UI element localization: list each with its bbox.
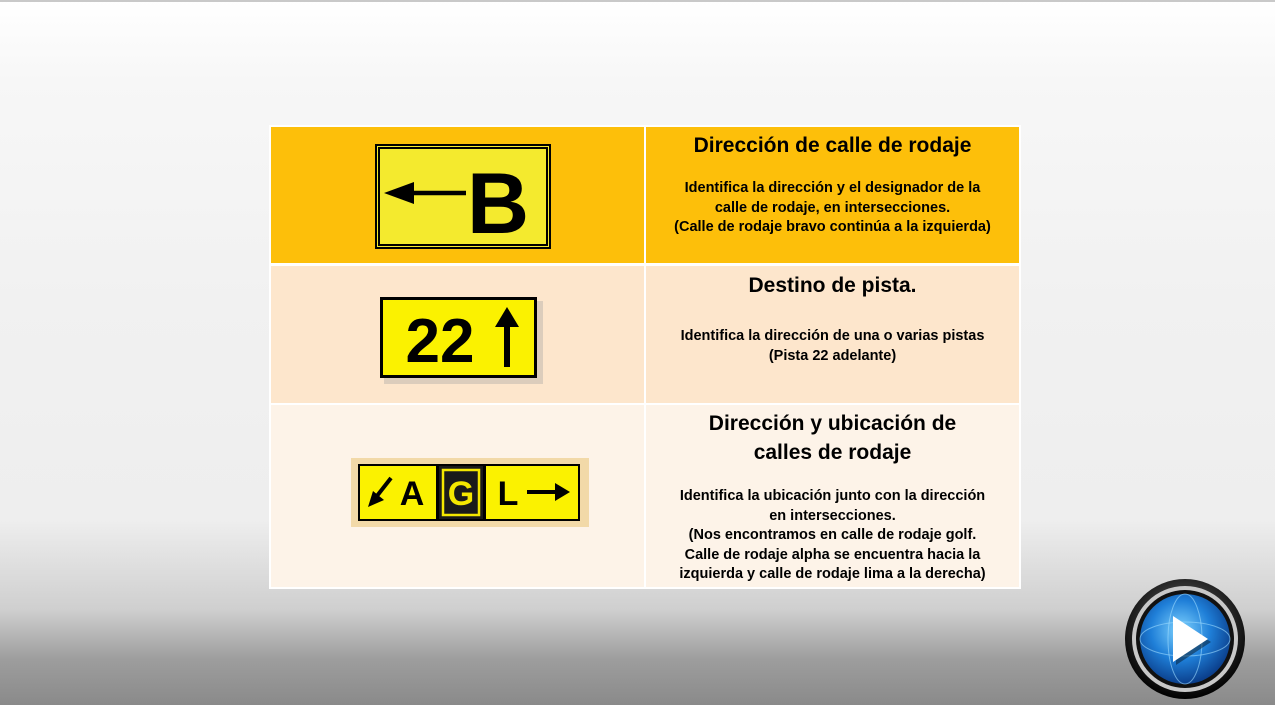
row-description: Identifica la ubicación junto con la dirección en intersecciones. (Nos encontramos en calle de rodaje golf. Calle de rodaje alpha se encuentra hacia la izquierda y calle de rodaje lima a la derecha) [679, 488, 986, 582]
sign-letter: B [466, 156, 530, 250]
sign-number: 22 [405, 307, 475, 376]
signs-table [269, 125, 1021, 589]
sign-cell [271, 127, 644, 263]
taxiway-location-direction-sign [351, 458, 589, 527]
row-description: Identifica la dirección y el designador de la calle de rodaje, en intersecciones. (Calle de rodaje bravo continúa a la izquierda) [674, 180, 991, 235]
taxiway-direction-sign [374, 143, 552, 250]
table-row [269, 405, 1021, 587]
row-title: Dirección y ubicación de calles de rodaje [708, 412, 957, 464]
location-letter: G [447, 475, 475, 513]
play-button[interactable] [1124, 578, 1246, 700]
right-taxiway-letter: L [497, 475, 519, 513]
table-row [269, 266, 1021, 403]
row-title: Destino de pista. [748, 274, 917, 297]
sign-cell [271, 266, 644, 403]
table-row [269, 127, 1021, 263]
runway-destination-sign [380, 297, 543, 384]
row-title: Dirección de calle de rodaje [693, 134, 972, 157]
left-taxiway-letter: A [399, 475, 425, 513]
description-cell [646, 266, 1019, 403]
description-cell [646, 127, 1019, 263]
sign-cell [271, 405, 644, 587]
description-cell [646, 405, 1019, 587]
top-border [0, 0, 1275, 2]
row-description: Identifica la dirección de una o varias pistas (Pista 22 adelante) [680, 328, 985, 364]
